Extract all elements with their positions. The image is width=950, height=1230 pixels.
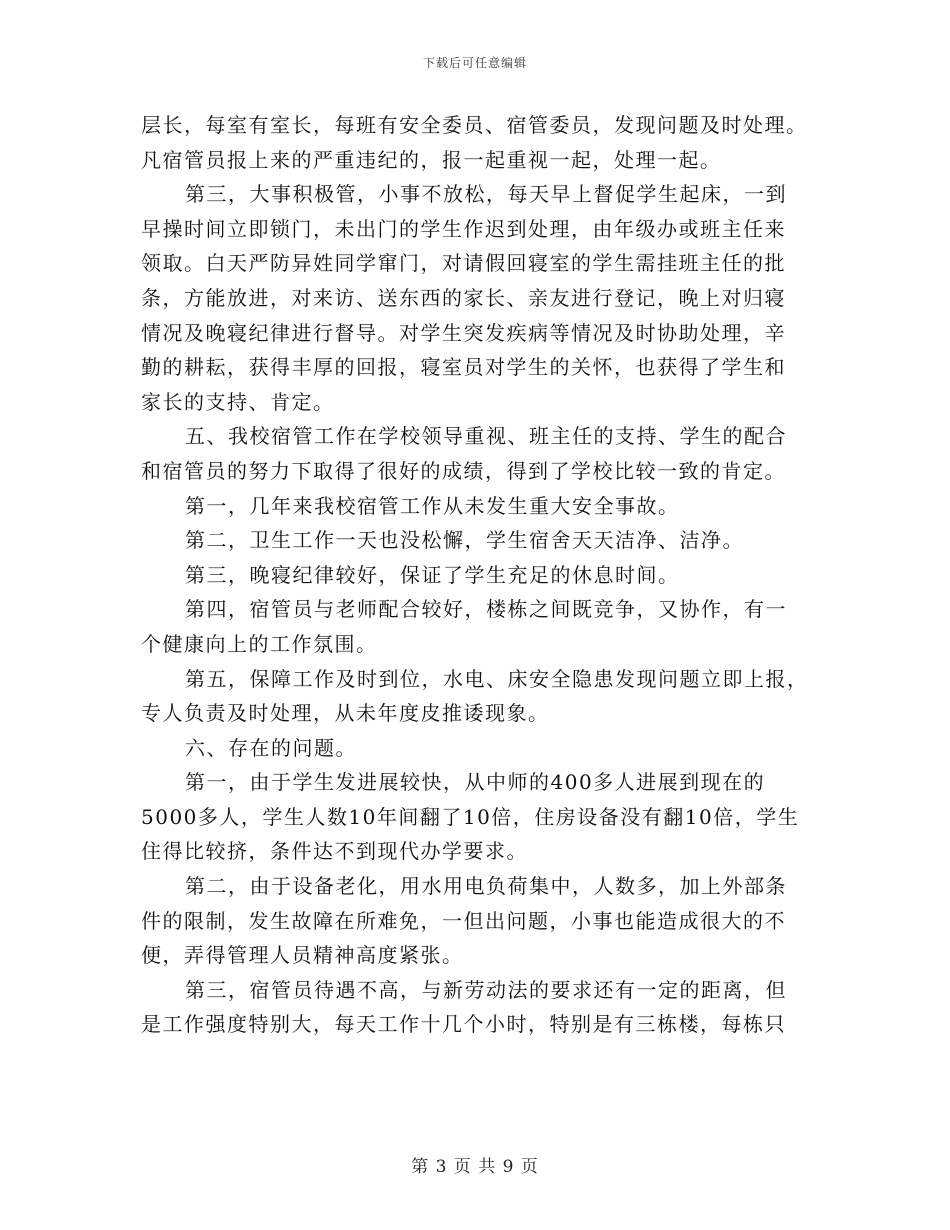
- text-line: 第二，卫生工作一天也没松懈，学生宿舍天天洁净、洁净。: [185, 528, 744, 553]
- text-line: 六、存在的问题。: [185, 735, 357, 760]
- text-line: 层长，每室有室长，每班有安全委员、宿管委员，发现问题及时处理。: [141, 113, 808, 137]
- document-body: [141, 108, 821, 1042]
- text-line: 第三，大事积极管，小事不放松，每天早上督促学生起床，一到: [185, 182, 787, 207]
- text-line: 领取。白天严防异姓同学窜门，对请假回寝室的学生需挂班主任的批: [141, 251, 786, 276]
- page-header-note: 下载后可任意编辑: [422, 56, 527, 70]
- text-line: 第一，由于学生发进展较快，从中师的400多人进展到现在的: [185, 770, 766, 795]
- text-line: 5000多人，学生人数10年间翻了10倍，住房设备没有翻10倍，学生: [141, 804, 800, 829]
- text-line: 五、我校宿管工作在学校领导重视、班主任的支持、学生的配合: [185, 424, 787, 449]
- text-line: 情况及晚寝纪律进行督导。对学生突发疾病等情况及时协助处理，辛: [141, 320, 786, 345]
- text-line: 个健康向上的工作氛围。: [141, 631, 378, 656]
- text-line: 第一，几年来我校宿管工作从未发生重大安全事故。: [185, 493, 680, 518]
- text-line: 第五，保障工作及时到位，水电、床安全隐患发现问题立即上报，: [185, 666, 809, 691]
- text-line: 勤的耕耘，获得丰厚的回报，寝室员对学生的关怀，也获得了学生和: [141, 355, 786, 380]
- text-line: 第三，宿管员待遇不高，与新劳动法的要求还有一定的距离，但: [185, 977, 787, 1002]
- text-line: 件的限制，发生故障在所难免，一但出问题，小事也能造成很大的不: [141, 908, 786, 933]
- text-line: 和宿管员的努力下取得了很好的成绩，得到了学校比较一致的肯定。: [141, 458, 786, 483]
- text-line: 家长的支持、肯定。: [141, 389, 335, 414]
- text-line: 条，方能放进，对来访、送东西的家长、亲友进行登记，晚上对归寝: [141, 285, 786, 310]
- page-number: 第 3 页 共 9 页: [411, 1157, 539, 1177]
- text-line: 凡宿管员报上来的严重违纪的，报一起重视一起，处理一起。: [141, 147, 722, 172]
- text-line: 第四，宿管员与老师配合较好，楼栋之间既竞争，又协作，有一: [185, 597, 787, 622]
- text-line: 早操时间立即锁门，未出门的学生作迟到处理，由年级办或班主任来: [141, 216, 786, 241]
- text-line: 住得比较挤，条件达不到现代办学要求。: [141, 839, 528, 864]
- text-line: 第二，由于设备老化，用水用电负荷集中，人数多，加上外部条: [185, 874, 787, 899]
- text-line: 第三，晚寝纪律较好，保证了学生充足的休息时间。: [185, 562, 680, 587]
- text-line: 专人负责及时处理，从未年度皮推诿现象。: [141, 701, 550, 726]
- text-line: 便，弄得管理人员精神高度紧张。: [141, 943, 464, 968]
- text-line: 是工作强度特别大，每天工作十几个小时，特别是有三栋楼，每栋只: [141, 1012, 786, 1037]
